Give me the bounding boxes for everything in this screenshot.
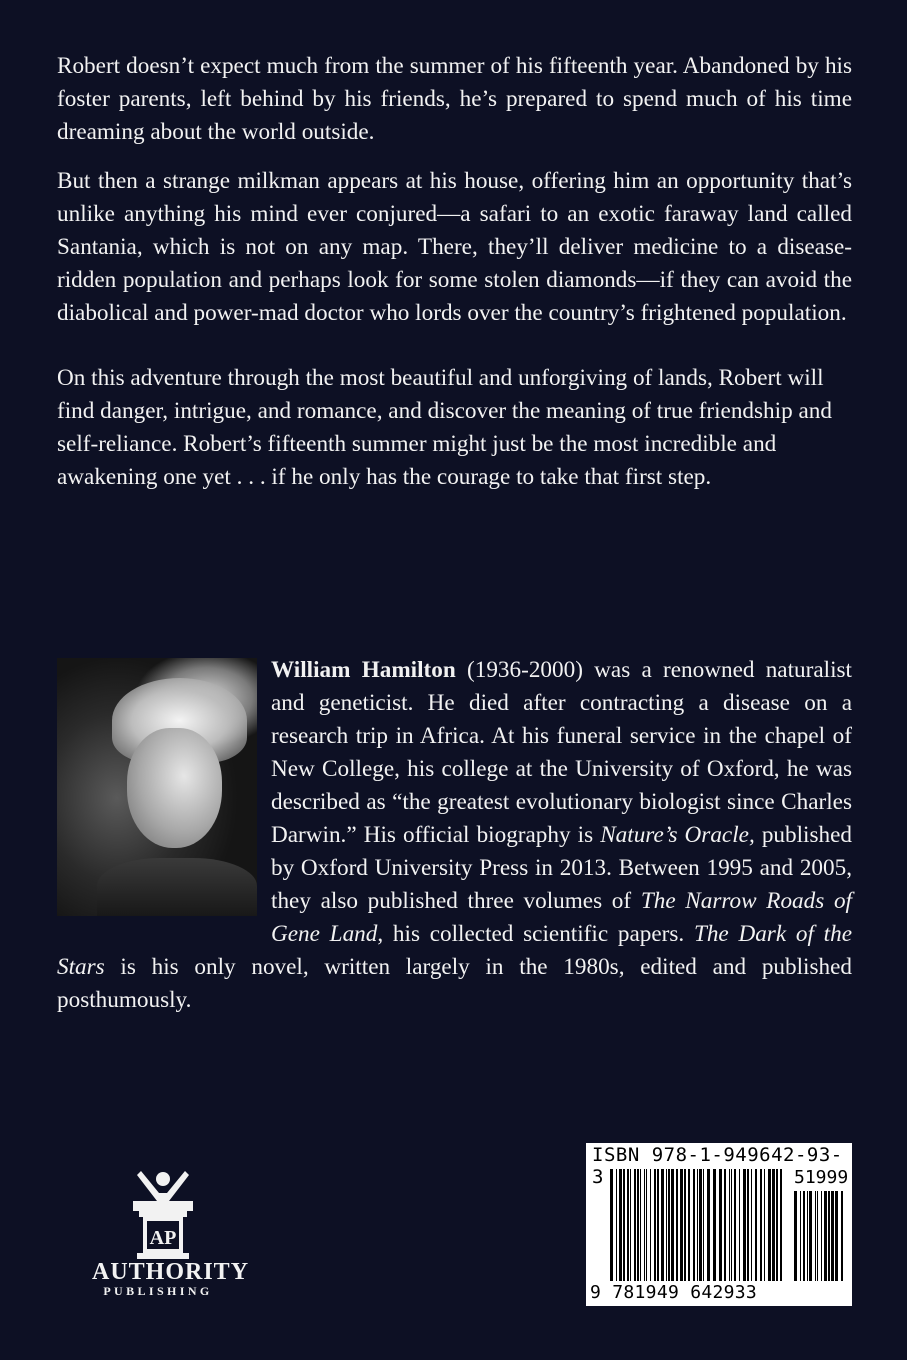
publisher-subtitle: PUBLISHING <box>103 1284 213 1298</box>
price-code: 51999 <box>794 1167 849 1188</box>
bio-title-dark-of-the-stars: The Dark of the Stars <box>57 921 852 980</box>
blurb-paragraph-3: On this adventure through the most beautiful and unforgiving of lands, Robert will find danger, intrigue, and romance, and discover the meaning of true friendship and self-reliance. Robert’s fifteenth summer might just be the most incredible and awakening one yet . . . if he only has the courage to take that first step. <box>57 365 832 490</box>
bio-text-1: (1936-2000) was a renowned naturalist and geneticist. He died after contracting a disease on a research trip in Africa. At his funeral service in the chapel of New College, his college at the University of Oxford, he was described as “the greatest evolutionary biologist since Charles Darwin.” His official biography is <box>271 657 852 848</box>
blurb-paragraph-2: But then a strange milkman appears at his house, offering him an opportunity that’s unlike anything his mind ever conjured—a safari to an exotic faraway land called Santania, which is not on any map. There, they’ll deliver medicine to a disease-ridden population and perhaps look for some stolen diamonds—if they can avoid the diabolical and power-mad doctor who lords over the country’s frightened population. <box>57 168 852 326</box>
author-name: William Hamilton <box>271 657 456 683</box>
bio-title-narrow-roads: The Narrow Roads of Gene Land <box>271 888 852 947</box>
bio-text-2: published by Oxford University Press in 2013. Between 1995 and 2005, they also published three volumes of <box>271 822 852 914</box>
back-cover-blurb <box>57 50 852 494</box>
isbn-number: ISBN 978-1-949642-93-3 <box>592 1144 843 1188</box>
barcode-bars <box>610 1169 786 1281</box>
bio-title-natures-oracle: Nature’s Oracle, <box>600 822 755 848</box>
blurb-paragraph-1: Robert doesn’t expect much from the summer of his fifteenth year. Abandoned by his foster parents, left behind by his friends, he’s prepared to spend much of his time dreaming about the world outside. <box>57 53 852 145</box>
author-photo <box>57 658 257 916</box>
ean-number: 9 781949 642933 <box>590 1282 758 1303</box>
publisher-name: AUTHORITY <box>92 1259 250 1285</box>
bio-text-3: , his collected scientific papers. <box>377 921 694 947</box>
isbn-barcode <box>586 1143 852 1306</box>
publisher-monogram: AP <box>149 1227 177 1249</box>
author-bio <box>57 654 852 1017</box>
price-barcode-bars <box>794 1191 846 1281</box>
bio-text-4: is his only novel, written largely in the 1980s, edited and published posthumously. <box>57 954 852 1013</box>
